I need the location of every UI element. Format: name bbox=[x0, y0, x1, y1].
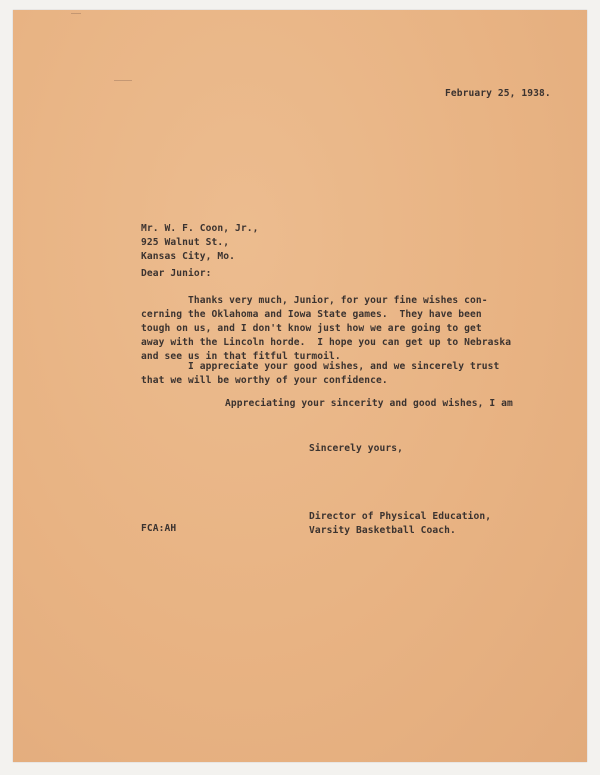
signoff: Sincerely yours, bbox=[309, 443, 404, 454]
recipient-address bbox=[141, 222, 259, 264]
reference-initials: FCA:AH bbox=[141, 523, 177, 534]
body-paragraph-1 bbox=[141, 294, 511, 364]
letter-page bbox=[13, 10, 587, 762]
body-line: and see us in that fitful turmoil. bbox=[141, 351, 341, 362]
body-line: I appreciate your good wishes, and we sincerely trust bbox=[141, 361, 500, 372]
title-line: Varsity Basketball Coach. bbox=[309, 525, 456, 536]
body-paragraph-2 bbox=[141, 360, 499, 388]
body-line: cerning the Oklahoma and Iowa State games. They have been bbox=[141, 309, 482, 320]
paper-mark bbox=[114, 80, 132, 81]
address-line: 925 Walnut St., bbox=[141, 237, 230, 248]
closing-paragraph: Appreciating your sincerity and good wishes, I am bbox=[225, 398, 513, 409]
signature-title bbox=[309, 510, 491, 538]
body-line: Thanks very much, Junior, for your fine wishes con- bbox=[141, 295, 488, 306]
body-line: that we will be worthy of your confidence. bbox=[141, 375, 388, 386]
title-line: Director of Physical Education, bbox=[309, 511, 492, 522]
address-line: Mr. W. F. Coon, Jr., bbox=[141, 223, 259, 234]
body-line: away with the Lincoln horde. I hope you can get up to Nebraska bbox=[141, 337, 512, 348]
body-line: tough on us, and I don't know just how we are going to get bbox=[141, 323, 482, 334]
paper-mark bbox=[71, 13, 81, 14]
letter-date: February 25, 1938. bbox=[445, 88, 551, 99]
address-line: Kansas City, Mo. bbox=[141, 251, 236, 262]
salutation: Dear Junior: bbox=[141, 268, 212, 279]
